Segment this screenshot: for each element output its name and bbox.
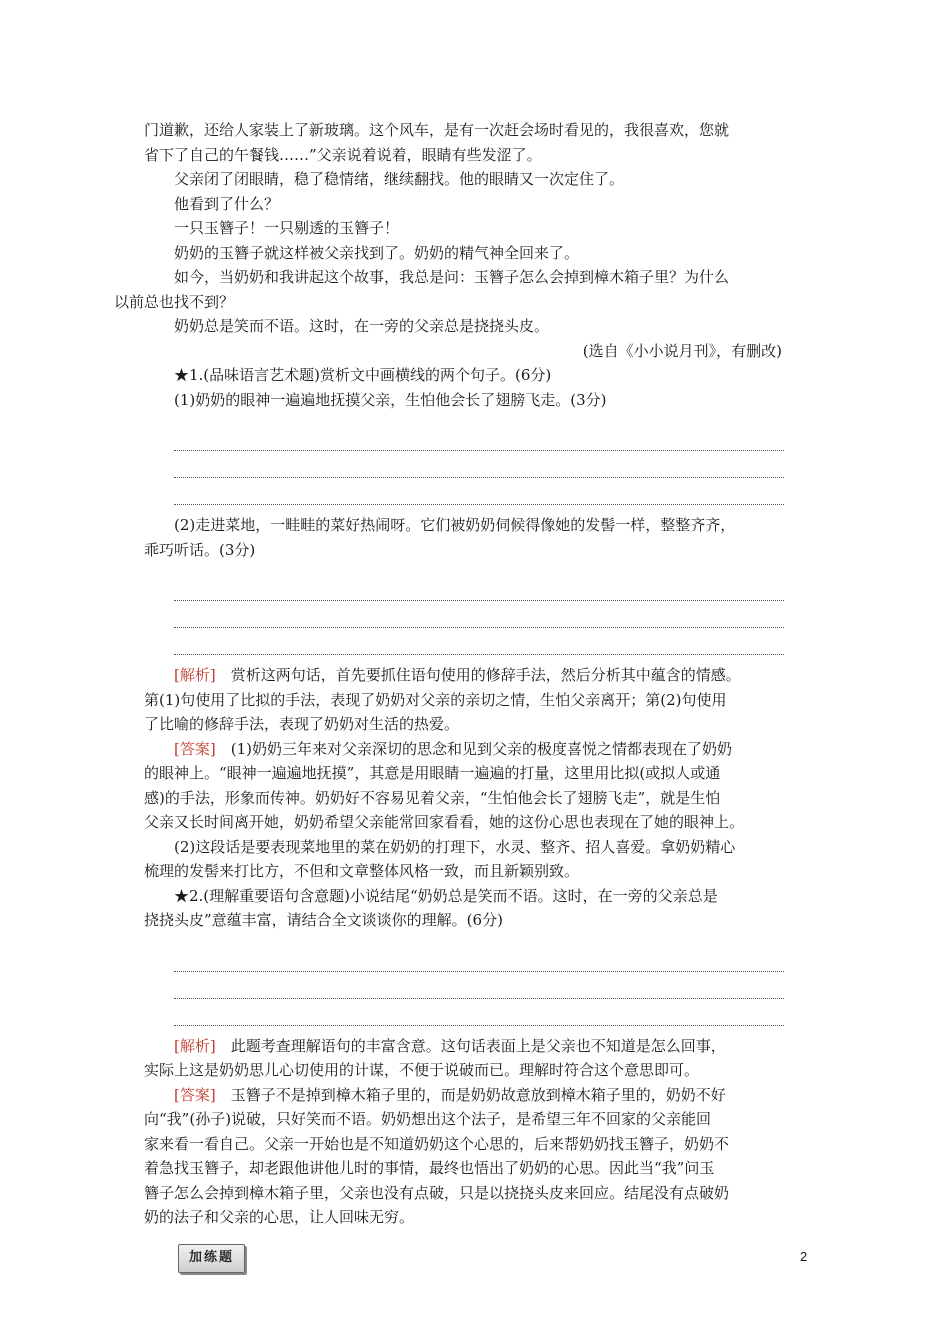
question-2-stem [144,884,784,933]
analysis-tag: [解析] [174,666,216,684]
text-line: (1)奶奶三年来对父亲深切的思念和见到父亲的极度喜悦之情都表现在了奶奶 [215,739,732,758]
text-line: 奶的法子和父亲的心思，让人回味无穷。 [144,1208,415,1226]
text-line: 父亲又长时间离开她，奶奶希望父亲能常回家看看，她的这份心思也表现在了她的眼神上。 [144,813,745,831]
text-line: 第(1)句使用了比拟的手法，表现了奶奶对父亲的亲切之情，生怕父亲离开；第(2)句使用 [144,690,727,709]
story-paragraph: 奶奶的玉簪子就这样被父亲找到了。奶奶的精气神全回来了。 [174,243,580,262]
answer-line[interactable] [174,972,784,999]
text-line: 省下了自己的午餐钱……”父亲说着说着，眼睛有些发涩了。 [144,145,542,164]
text-line: 梳理的发髻来打比方，不但和文章整体风格一致，而且新颖别致。 [144,862,580,880]
text-line: 乖巧听话。(3分) [144,540,256,559]
text-line: ★2.(理解重要语句含意题)小说结尾“奶奶总是笑而不语。这时，在一旁的父亲总是 [174,886,718,905]
analysis-tag: [解析] [174,1036,216,1055]
question-1-answer [144,737,784,835]
question-1-answer-2 [144,835,784,884]
answer-line[interactable] [174,574,784,601]
answer-line[interactable] [174,451,784,478]
text-line: 此题考查理解语句的丰富含意。这句话表面上是父亲也不知道是怎么回事， [215,1036,726,1055]
answer-line[interactable] [174,424,784,451]
answer-line[interactable] [174,478,784,505]
story-paragraph: 他看到了什么？ [174,194,280,213]
text-line: 以前总也找不到？ [114,292,235,311]
source-citation: (选自《小小说月刊》，有删改) [582,341,782,360]
text-line: 挠挠头皮”意蕴丰富，请结合全文谈谈你的理解。(6分) [144,911,503,929]
story-paragraph [144,118,784,167]
question-1-sub-1: (1)奶奶的眼神一遍遍地抚摸父亲，生怕他会长了翅膀飞走。(3分) [174,390,607,409]
answer-lines-2[interactable] [174,574,784,655]
text-line: 着急找玉簪子，却老跟他讲他儿时的事情，最终也悟出了奶奶的心思。因此当“我”问玉 [144,1159,715,1177]
text-line: 家来看一看自己。父亲一开始也是不知道奶奶这个心思的，后来帮奶奶找玉簪子，奶奶不 [144,1134,730,1153]
question-2-answer [144,1083,784,1230]
answer-line[interactable] [174,945,784,972]
story-paragraph: 父亲闭了闭眼睛，稳了稳情绪，继续翻找。他的眼睛又一次定住了。 [174,170,625,188]
text-line: (2)这段话是要表现菜地里的菜在奶奶的打理下，水灵、整齐、招人喜爱。拿奶奶精心 [174,837,736,856]
text-line: 感)的手法，形象而传神。奶奶好不容易见着父亲，“生怕他会长了翅膀飞走”，就是生怕 [144,788,721,807]
story-paragraph: 奶奶总是笑而不语。这时，在一旁的父亲总是挠挠头皮。 [174,317,550,335]
story-paragraph [114,265,784,314]
answer-tag: [答案] [174,1085,216,1104]
text-line: 玉簪子不是掉到樟木箱子里的，而是奶奶故意放到樟木箱子里的，奶奶不好 [215,1085,726,1104]
extra-practice-badge: 加练题 [178,1244,245,1274]
text-line: 如今，当奶奶和我讲起这个故事，我总是问：玉簪子怎么会掉到樟木箱子里？为什么 [174,268,730,286]
document-body [114,118,784,1273]
text-line: (2)走进菜地，一畦畦的菜好热闹呀。它们被奶奶伺候得像她的发髻一样，整整齐齐， [174,516,736,534]
text-line: 簪子怎么会掉到樟木箱子里，父亲也没有点破，只是以挠挠头皮来回应。结尾没有点破奶 [144,1183,730,1202]
text-line: 了比喻的修辞手法，表现了奶奶对生活的热爱。 [144,715,460,733]
text-line: 实际上这是奶奶思儿心切使用的计谋，不便于说破而已。理解时符合这个意思即可。 [144,1061,700,1079]
answer-lines-1[interactable] [174,424,784,505]
question-1-analysis [144,663,784,737]
answer-lines-3[interactable] [174,945,784,1026]
answer-tag: [答案] [174,739,216,758]
answer-line[interactable] [174,628,784,655]
answer-line[interactable] [174,601,784,628]
page-number: 2 [800,1249,808,1264]
answer-line[interactable] [174,999,784,1026]
text-line: 赏析这两句话，首先要抓住语句使用的修辞手法，然后分析其中蕴含的情感。 [215,666,741,684]
question-1-stem: ★1.(品味语言艺术题)赏析文中画横线的两个句子。(6分) [174,366,552,384]
question-2-analysis [144,1034,784,1083]
text-line: 的眼神上。“眼神一遍遍地抚摸”，其意是用眼睛一遍遍的打量，这里用比拟(或拟人或通 [144,764,721,782]
question-1-sub-2 [144,513,784,562]
text-line: 门道歉，还给人家装上了新玻璃。这个风车，是有一次赶会场时看见的，我很喜欢，您就 [144,121,730,139]
text-line: 向“我”(孙子)说破，只好笑而不语。奶奶想出这个法子，是希望三年不回家的父亲能回 [144,1110,712,1128]
story-paragraph: 一只玉簪子！一只剔透的玉簪子！ [174,219,400,237]
